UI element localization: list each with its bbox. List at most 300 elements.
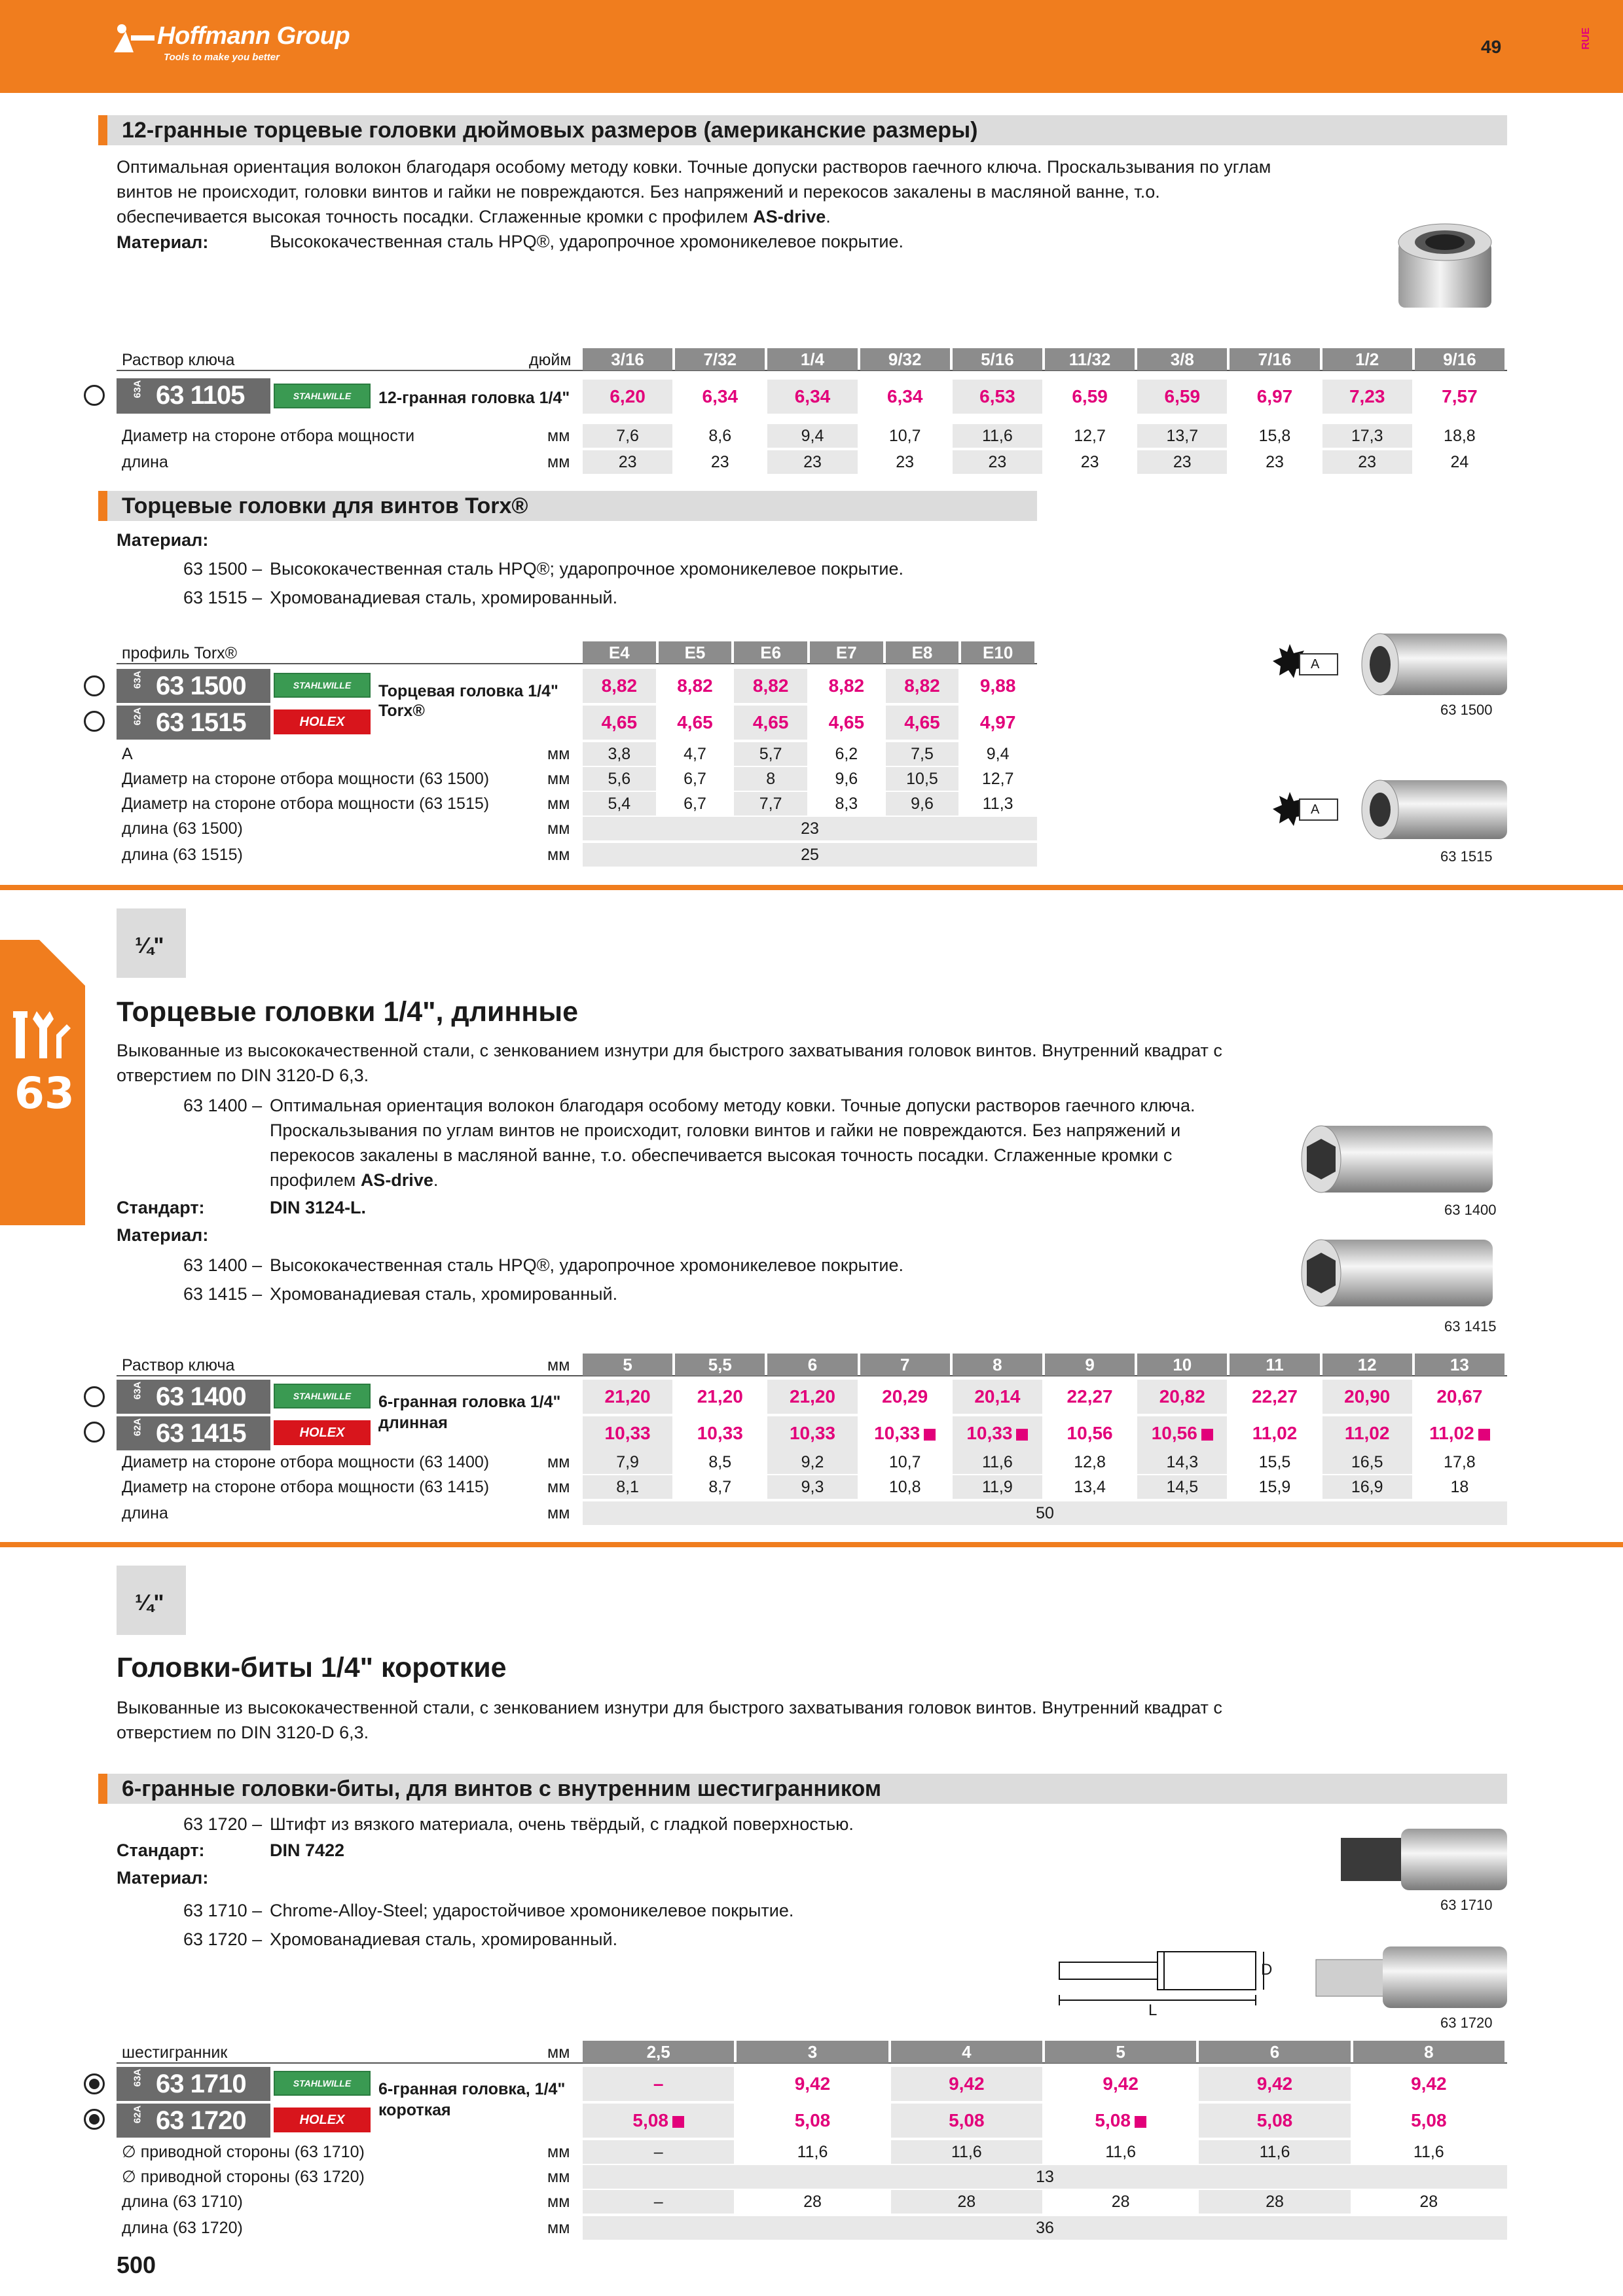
d2-text: 15,9	[1258, 1478, 1291, 1496]
table3-d2-unit: мм	[547, 1478, 570, 1496]
a-val-text: 9,4	[986, 745, 1010, 763]
a-val-3	[810, 742, 883, 766]
table4-d1-unit: мм	[547, 2143, 570, 2161]
caption-631500: 63 1500	[1440, 702, 1493, 718]
price-text: 5,08	[632, 2110, 668, 2130]
brand-name: Hoffmann Group	[157, 22, 350, 50]
select-radio-631400[interactable]	[84, 1386, 105, 1407]
price-8[interactable]	[1322, 380, 1412, 414]
d1-2	[891, 2140, 1042, 2164]
hex-header-0	[583, 2041, 734, 2063]
size-header-4	[953, 348, 1042, 370]
table4-l2-row	[117, 2216, 1507, 2240]
d2-text: 18	[1450, 1478, 1469, 1496]
table3-desc2: длинная	[378, 1414, 448, 1432]
torx-header-4	[886, 641, 959, 664]
diam-7	[1230, 424, 1319, 448]
diam-0	[583, 424, 672, 448]
price-5[interactable]	[1353, 2104, 1504, 2138]
drive-size-box-2: ¼"	[117, 1566, 186, 1635]
price-2[interactable]	[734, 706, 807, 740]
stahlwille-logo: STAHLWILLE	[274, 2071, 371, 2096]
price-text: 21,20	[697, 1386, 743, 1407]
select-radio-631415[interactable]	[84, 1422, 105, 1443]
d1-text: 11,6	[1105, 2143, 1137, 2161]
torx-a-marker-1: A	[1299, 653, 1338, 675]
price-text: 11,02	[1344, 1423, 1390, 1443]
brand-logo[interactable]	[113, 22, 350, 63]
d1-8	[1322, 1450, 1412, 1474]
d1-text: 5,6	[608, 770, 631, 788]
size-header-7	[1230, 1354, 1319, 1376]
d1-2	[734, 767, 807, 791]
article-631415[interactable]	[117, 1416, 270, 1450]
section4-description: Выкованные из высококачественной стали, с зенкованием изнутри для быстрого захватывания головок винтов. Внутренний квадрат с отверстием по DIN 3120-D 6,3.	[117, 1698, 1222, 1742]
article-tag: 63A	[132, 2068, 143, 2087]
sec4-std-label: Стандарт:	[117, 1840, 205, 1860]
size-header-text: 3/8	[1170, 350, 1194, 369]
d1-text: 16,5	[1351, 1453, 1383, 1471]
d1-text: 8	[766, 770, 776, 788]
d1-7	[1230, 1450, 1319, 1474]
price-0[interactable]	[583, 2067, 734, 2101]
d2-text: 5,4	[608, 795, 631, 813]
table1-diam-unit: мм	[547, 427, 570, 445]
d1-2	[767, 1450, 857, 1474]
table2-a-label: A	[122, 745, 133, 763]
diam-text: 15,8	[1258, 427, 1291, 445]
holex-logo: HOLEX	[274, 1420, 371, 1445]
d2-text: 10,8	[888, 1478, 921, 1496]
a-val-text: 5,7	[759, 745, 782, 763]
table4-l2-label: длина (63 1720)	[122, 2219, 243, 2237]
len-text: 23	[1358, 453, 1377, 471]
hex-header-2	[891, 2041, 1042, 2063]
price-text: 20,90	[1344, 1386, 1391, 1407]
size-header-9	[1415, 1354, 1504, 1376]
size-header-text: 12	[1357, 1355, 1377, 1374]
article-631500[interactable]	[117, 669, 270, 703]
d1-0	[583, 2140, 734, 2164]
d1-text: 11,6	[1413, 2143, 1444, 2161]
size-header-1	[675, 1354, 765, 1376]
price-5[interactable]	[1045, 1416, 1135, 1450]
price-text: 6,34	[702, 386, 739, 406]
d1-text: 11,6	[951, 2143, 982, 2161]
table2-d2-unit: мм	[547, 795, 570, 813]
price-0[interactable]	[583, 669, 656, 703]
price-1[interactable]	[659, 706, 732, 740]
stock-indicator-icon	[672, 2116, 684, 2128]
price-text: 10,33	[604, 1423, 651, 1443]
torx-header-0	[583, 641, 656, 664]
price-9[interactable]	[1415, 380, 1504, 414]
torx-header-5	[961, 641, 1034, 664]
price-3[interactable]	[1045, 2067, 1196, 2101]
l1-5	[1353, 2190, 1504, 2214]
price-text: 10,33	[874, 1423, 921, 1443]
size-header-6	[1137, 348, 1227, 370]
a-val-text: 4,7	[684, 745, 706, 763]
table2-a-unit: мм	[547, 745, 570, 763]
price-7[interactable]	[1230, 1416, 1319, 1450]
price-text: 20,82	[1159, 1386, 1205, 1407]
table3-len-label: длина	[122, 1504, 168, 1522]
size-header-text: 11/32	[1068, 350, 1111, 369]
table2-d1-row	[117, 767, 1037, 791]
size-header-5	[1045, 348, 1135, 370]
price-5[interactable]	[961, 706, 1034, 740]
select-radio-631720[interactable]	[84, 2109, 105, 2130]
price-3[interactable]	[860, 380, 950, 414]
price-text: 4,65	[601, 712, 638, 732]
price-1[interactable]	[675, 1416, 765, 1450]
stock-indicator-icon	[1478, 1429, 1490, 1441]
d2-1	[659, 792, 732, 816]
price-4[interactable]	[953, 380, 1042, 414]
table4-l2-unit: мм	[547, 2219, 570, 2237]
sec4-note-code: 63 1720 –	[183, 1814, 263, 1834]
price-3[interactable]	[810, 669, 883, 703]
socket-631500-image	[1350, 622, 1514, 707]
price-5[interactable]	[1045, 1380, 1135, 1414]
price-4[interactable]	[953, 1380, 1042, 1414]
select-radio-631105[interactable]	[84, 385, 105, 406]
d1-4	[886, 767, 959, 791]
size-header-2	[767, 1354, 857, 1376]
diam-2	[767, 424, 857, 448]
price-0[interactable]	[583, 706, 656, 740]
price-8[interactable]	[1322, 1380, 1412, 1414]
diam-text: 12,7	[1074, 427, 1106, 445]
sec3-std-label: Стандарт:	[117, 1198, 205, 1217]
table4-desc2: короткая	[378, 2101, 451, 2119]
price-text: 8,82	[677, 675, 713, 696]
d1-5	[1045, 1450, 1135, 1474]
section-divider	[0, 885, 1623, 890]
table2-desc1: Торцевая головка 1/4"	[378, 682, 558, 700]
price-6[interactable]	[1137, 1380, 1227, 1414]
price-2[interactable]	[891, 2104, 1042, 2138]
price-text: 10,56	[1151, 1423, 1197, 1443]
size-header-4	[953, 1354, 1042, 1376]
torx-header-text: E7	[835, 643, 857, 662]
sec4-mat1-code: 63 1710 –	[183, 1901, 263, 1920]
len-text: 24	[1450, 453, 1469, 471]
price-5[interactable]	[1045, 380, 1135, 414]
article-tag: 63A	[132, 1381, 143, 1400]
table4-l1-unit: мм	[547, 2193, 570, 2211]
size-header-text: 1/2	[1355, 350, 1379, 369]
page-header	[0, 0, 1623, 93]
price-2[interactable]	[734, 669, 807, 703]
hex-header-text: 5	[1116, 2042, 1125, 2062]
d2-text: 8,3	[835, 795, 858, 813]
len-text: 23	[803, 453, 822, 471]
d1-9	[1415, 1450, 1504, 1474]
d1-4	[953, 1450, 1042, 1474]
torx-a-marker-2: A	[1299, 798, 1338, 821]
stock-indicator-icon	[924, 1429, 936, 1441]
size-header-text: 10	[1173, 1355, 1192, 1374]
price-7[interactable]	[1230, 1380, 1319, 1414]
price-0[interactable]	[583, 380, 672, 414]
select-radio-631710[interactable]	[84, 2073, 105, 2094]
a-val-text: 7,5	[911, 745, 934, 763]
price-1[interactable]	[659, 669, 732, 703]
price-4[interactable]	[1199, 2104, 1350, 2138]
article-631710[interactable]	[117, 2067, 270, 2101]
l1-4	[1199, 2190, 1350, 2214]
section3-title: Торцевые головки 1/4", длинные	[117, 996, 579, 1028]
diam-8	[1322, 424, 1412, 448]
price-5[interactable]	[961, 669, 1034, 703]
table1-diam-row	[117, 424, 1507, 448]
section-title-hex-bits: 6-гранные головки-биты, для винтов с внутренним шестигранником	[98, 1774, 1507, 1804]
bit-631720-image	[1311, 1941, 1514, 2013]
price-9[interactable]	[1415, 1380, 1504, 1414]
hex-header-3	[1045, 2041, 1196, 2063]
price-text: 20,67	[1436, 1386, 1483, 1407]
d1-0	[583, 767, 656, 791]
price-text: 9,42	[1103, 2073, 1139, 2094]
article-number: 63 1710	[156, 2070, 246, 2098]
price-1[interactable]	[737, 2067, 888, 2101]
dimension-l-label: L	[1148, 2001, 1158, 2019]
diam-text: 7,6	[616, 427, 639, 445]
table3-len-row	[117, 1501, 1507, 1525]
a-val-text: 3,8	[608, 745, 631, 763]
d2-0	[583, 792, 656, 816]
d2-text: 7,7	[759, 795, 782, 813]
d2-text: 11,3	[982, 795, 1013, 813]
article-631105[interactable]	[117, 378, 270, 414]
table2-l2-value: 25	[583, 843, 1037, 867]
d2-4	[886, 792, 959, 816]
l1-text: 28	[1419, 2193, 1438, 2211]
d1-text: 14,3	[1166, 1453, 1199, 1471]
language-code: RUE	[1580, 27, 1592, 50]
article-number: 63 1500	[156, 672, 246, 700]
torx-header-text: E5	[684, 643, 706, 662]
len-7	[1230, 450, 1319, 474]
price-0[interactable]	[583, 1416, 672, 1450]
brand-tagline: Tools to make you better	[164, 52, 280, 63]
price-9[interactable]	[1415, 1416, 1504, 1450]
price-3[interactable]	[810, 706, 883, 740]
stahlwille-logo: STAHLWILLE	[274, 1384, 371, 1408]
table2-d1-label: Диаметр на стороне отбора мощности (63 1500)	[122, 770, 490, 788]
diam-5	[1045, 424, 1135, 448]
torx-header-2	[734, 641, 807, 664]
size-header-text: 9/16	[1443, 350, 1476, 369]
material-text: Высококачественная сталь HPQ®, ударопрочное хромоникелевое покрытие.	[270, 232, 903, 251]
price-8[interactable]	[1322, 1416, 1412, 1450]
table2-l2-row	[117, 843, 1037, 867]
table4-desc1: 6-гранная головка, 1/4"	[378, 2080, 566, 2098]
hex-header-text: 6	[1269, 2042, 1280, 2062]
d2-9	[1415, 1475, 1504, 1499]
a-val-text: 6,2	[835, 745, 858, 763]
sec4-std: DIN 7422	[270, 1840, 345, 1860]
article-tag: 63A	[132, 670, 143, 689]
diam-text: 18,8	[1444, 427, 1476, 445]
tools-icon	[13, 1009, 72, 1061]
d1-text: 9,2	[801, 1453, 824, 1471]
d2-1	[675, 1475, 765, 1499]
hex-header-1	[737, 2041, 888, 2063]
price-text: 10,33	[789, 1423, 836, 1443]
table4-d1-row	[117, 2140, 1507, 2164]
price-4[interactable]	[886, 706, 959, 740]
price-text: 6,53	[979, 386, 1015, 406]
size-header-5	[1045, 1354, 1135, 1376]
len-text: 23	[1266, 453, 1284, 471]
sec3-mat1: Высококачественная сталь HPQ®, ударопрочное хромоникелевое покрытие.	[270, 1255, 903, 1275]
len-2	[767, 450, 857, 474]
price-3[interactable]	[1045, 2104, 1196, 2138]
table2-a-row	[117, 742, 1037, 766]
section1-description: Оптимальная ориентация волокон благодаря особому методу ковки. Точные допуски растворов гаечного ключа. Проскальзывания по углам винтов не происходит, головки винтов и гайки не повреждаются. Без напряжений и перекосов закалены в масляной ванне, т.о. обеспечивается высокая точность посадки. Сглаженные кромки с профилем AS-drive.	[117, 157, 1271, 226]
size-header-3	[860, 348, 950, 370]
caption-631710: 63 1710	[1440, 1897, 1493, 1913]
holex-logo: HOLEX	[274, 709, 371, 734]
price-text: 6,97	[1256, 386, 1293, 406]
l1-text: 28	[1266, 2193, 1284, 2211]
d1-1	[737, 2140, 888, 2164]
stock-indicator-icon	[1016, 1429, 1028, 1441]
torx-material-label: Материал:	[117, 530, 209, 550]
price-1[interactable]	[675, 1380, 765, 1414]
sec3-note-code: 63 1400 –	[183, 1096, 263, 1115]
price-text: 6,34	[794, 386, 831, 406]
diam-text: 8,6	[708, 427, 732, 445]
price-6[interactable]	[1137, 380, 1227, 414]
diam-6	[1137, 424, 1227, 448]
price-7[interactable]	[1230, 380, 1319, 414]
price-text: 4,97	[979, 712, 1016, 732]
price-0[interactable]	[583, 2104, 734, 2138]
torx-mat2-code: 63 1515 –	[183, 588, 263, 607]
select-radio-631515[interactable]	[84, 711, 105, 732]
price-1[interactable]	[675, 380, 765, 414]
table2-desc2: Torx®	[378, 702, 425, 720]
len-5	[1045, 450, 1135, 474]
a-val-5	[961, 742, 1034, 766]
torx-header-text: E4	[608, 643, 630, 662]
d1-text: 12,7	[981, 770, 1014, 788]
price-text: 6,59	[1072, 386, 1108, 406]
table2-l1-value: 23	[583, 817, 1037, 840]
price-4[interactable]	[953, 1416, 1042, 1450]
price-0[interactable]	[583, 1380, 672, 1414]
stahlwille-logo: STAHLWILLE	[274, 673, 371, 698]
d1-5	[961, 767, 1034, 791]
price-6[interactable]	[1137, 1416, 1227, 1450]
price-2[interactable]	[767, 1380, 857, 1414]
d2-text: 9,6	[911, 795, 934, 813]
l1-text: 28	[803, 2193, 822, 2211]
d2-3	[810, 792, 883, 816]
price-text: 5,08	[1256, 2110, 1293, 2130]
article-tag: 62A	[132, 707, 143, 726]
price-4[interactable]	[1199, 2067, 1350, 2101]
table3-d1-label: Диаметр на стороне отбора мощности (63 1400)	[122, 1453, 490, 1471]
select-radio-631500[interactable]	[84, 675, 105, 696]
d1-text: 17,8	[1444, 1453, 1476, 1471]
d2-7	[1230, 1475, 1319, 1499]
socket-631415-image	[1290, 1230, 1499, 1316]
d1-4	[1199, 2140, 1350, 2164]
d2-2	[734, 792, 807, 816]
price-2[interactable]	[891, 2067, 1042, 2101]
table2-l1-label: длина (63 1500)	[122, 819, 243, 838]
table4-l1-row	[117, 2190, 1507, 2214]
price-text: 8,82	[601, 675, 638, 696]
d1-6	[1137, 1450, 1227, 1474]
article-631515[interactable]	[117, 706, 270, 740]
size-header-text: 7	[900, 1355, 910, 1374]
diam-4	[953, 424, 1042, 448]
hex-header-4	[1199, 2041, 1350, 2063]
caption-631515: 63 1515	[1440, 848, 1493, 865]
table4-header-row	[117, 2041, 1507, 2064]
d2-text: 8,7	[708, 1478, 732, 1496]
section-tab[interactable]	[0, 940, 85, 1225]
drive-size-box: ¼"	[117, 908, 186, 978]
price-2[interactable]	[767, 380, 857, 414]
size-header-text: 9/32	[888, 350, 922, 369]
price-3[interactable]	[860, 1416, 950, 1450]
size-header-1	[675, 348, 765, 370]
size-header-0	[583, 1354, 672, 1376]
table1-header-row	[117, 348, 1507, 372]
len-text: 23	[710, 453, 729, 471]
l1-text: 28	[957, 2193, 976, 2211]
size-header-text: 5/16	[981, 350, 1014, 369]
price-text: 8,82	[752, 675, 789, 696]
table1-len-row	[117, 450, 1507, 474]
l1-1	[737, 2190, 888, 2214]
table2-l2-unit: мм	[547, 846, 570, 864]
table2-header-row	[117, 641, 1037, 665]
sec3-mat2-code: 63 1415 –	[183, 1284, 263, 1304]
price-text: 6,20	[610, 386, 646, 406]
price-1[interactable]	[737, 2104, 888, 2138]
len-6	[1137, 450, 1227, 474]
table1-product-desc: 12-гранная головка 1/4"	[378, 389, 570, 407]
price-text: 10,33	[697, 1423, 743, 1443]
price-4[interactable]	[886, 669, 959, 703]
sec3-std: DIN 3124-L.	[270, 1198, 367, 1217]
article-631720[interactable]	[117, 2104, 270, 2138]
table4-d1-label: ∅ приводной стороны (63 1710)	[122, 2143, 365, 2161]
d1-text: 9,6	[835, 770, 858, 788]
size-header-text: 5,5	[708, 1355, 732, 1374]
section-number: 63	[14, 1068, 75, 1119]
table1-size-label: Раствор ключа	[122, 351, 235, 369]
dimension-d-label: D	[1261, 1961, 1273, 1979]
price-5[interactable]	[1353, 2067, 1504, 2101]
d1-text: 11,6	[981, 1453, 1013, 1471]
caption-631415: 63 1415	[1444, 1318, 1497, 1335]
sec3-mat1-code: 63 1400 –	[183, 1255, 263, 1275]
article-631400[interactable]	[117, 1380, 270, 1414]
stahlwille-logo: STAHLWILLE	[274, 384, 371, 408]
sec3-material-label: Материал:	[117, 1225, 209, 1245]
price-2[interactable]	[767, 1416, 857, 1450]
price-3[interactable]	[860, 1380, 950, 1414]
